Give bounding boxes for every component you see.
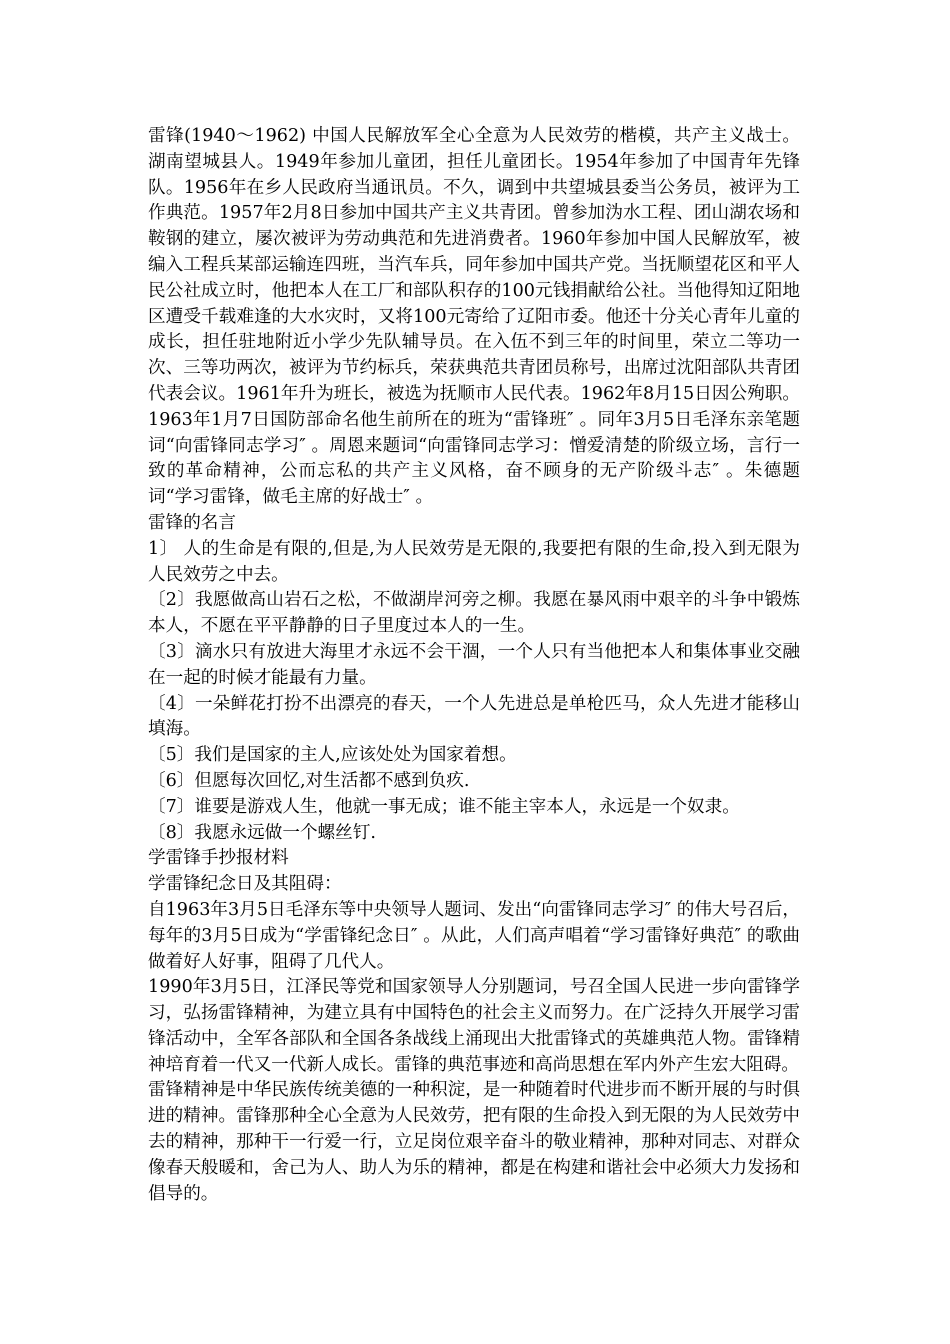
body-paragraph: 雷锋精神是中华民族传统美德的一种积淀，是一种随着时代进步而不断开展的与时俱进的精神。雷锋那种全心全意为人民效劳，把有限的生命投入到无限的为人民效劳中去的精神，那种干一行爱一行，立足岗位艰辛奋斗的敬业精神，那种对同志、对群众像春天般暖和，舍己为人、助人为乐的精神，都是在构建和谐社会中必须大力发扬和倡导的。: [148, 1080, 800, 1204]
document-body: [148, 124, 800, 1207]
intro-paragraph: 雷锋(1940～1962) 中国人民解放军全心全意为人民效劳的楷模，共产主义战士。湖南望城县人。1949年参加儿童团，担任儿童团长。1954年参加了中国青年先锋队。1956年在乡人民政府当通讯员。不久，调到中共望城县委当公务员，被评为工作典范。1957年2月8日参加中国共产主义共青团。曾参加沩水工程、团山湖农场和鞍钢的建立，屡次被评为劳动典范和先进消费者。1960年参加中国人民解放军，被编入工程兵某部运输连四班，当汽车兵，同年参加中国共产党。当抚顺望花区和平人民公社成立时，他把本人在工厂和部队积存的100元钱捐献给公社。当他得知辽阳地区遭受千载难逢的大水灾时，又将100元寄给了辽阳市委。他还十分关心青年儿童的成长，担任驻地附近小学少先队辅导员。在入伍不到三年的时间里，荣立二等功一次、三等功两次，被评为节约标兵，荣获典范共青团员称号，出席过沈阳部队共青团代表会议。1961年升为班长，被选为抚顺市人民代表。1962年8月15日因公殉职。1963年1月7日国防部命名他生前所在的班为“雷锋班″ 。同年3月5日毛泽东亲笔题词“向雷锋同志学习″ 。周恩来题词“向雷锋同志学习：憎爱清楚的阶级立场，言行一致的革命精神，公而忘私的共产主义风格，奋不顾身的无产阶级斗志″ 。朱德题词“学习雷锋，做毛主席的好战士″ 。: [148, 126, 800, 508]
quote-item: 〔6〕但愿每次回忆,对生活都不感到负疚.: [148, 770, 470, 791]
quote-item: 〔5〕我们是国家的主人,应该处处为国家着想。: [148, 745, 517, 766]
material-heading: 学雷锋手抄报材料: [148, 848, 289, 869]
quotes-heading: 雷锋的名言: [148, 512, 236, 533]
body-paragraph: 自1963年3月5日毛泽东等中央领导人题词、发出“向雷锋同志学习″ 的伟大号召后，每年的3月5日成为“学雷锋纪念日″ 。从此，人们高声唱着“学习雷锋好典范″ 的歌曲做着好人好事，阻碍了几代人。: [148, 899, 800, 972]
memorial-heading: 学雷锋纪念日及其阻碍：: [148, 874, 342, 895]
quote-item: 〔4〕一朵鲜花打扮不出漂亮的春天，一个人先进总是单枪匹马，众人先进才能移山填海。: [148, 693, 800, 740]
quote-item: 〔8〕我愿永远做一个螺丝钉.: [148, 822, 376, 843]
quote-item: 〔2〕我愿做高山岩石之松，不做湖岸河旁之柳。我愿在暴风雨中艰辛的斗争中锻炼本人，不愿在平平静静的日子里度过本人的一生。: [148, 590, 800, 637]
body-paragraph: 1990年3月5日，江泽民等党和国家领导人分别题词，号召全国人民进一步向雷锋学习，弘扬雷锋精神，为建立具有中国特色的社会主义而努力。在广泛持久开展学习雷锋活动中，全军各部队和全国各条战线上涌现出大批雷锋式的英雄典范人物。雷锋精神培育着一代又一代新人成长。雷锋的典范事迹和高尚思想在军内外产生宏大阻碍。: [148, 977, 800, 1075]
quote-item: 〔7〕谁要是游戏人生，他就一事无成；谁不能主宰本人，永远是一个奴隶。: [148, 796, 740, 817]
quote-item: 1〕 人的生命是有限的,但是,为人民效劳是无限的,我要把有限的生命,投入到无限为人民效劳之中去。: [148, 538, 800, 585]
quote-item: 〔3〕滴水只有放进大海里才永远不会干涸，一个人只有当他把本人和集体事业交融在一起的时候才能最有力量。: [148, 641, 800, 688]
